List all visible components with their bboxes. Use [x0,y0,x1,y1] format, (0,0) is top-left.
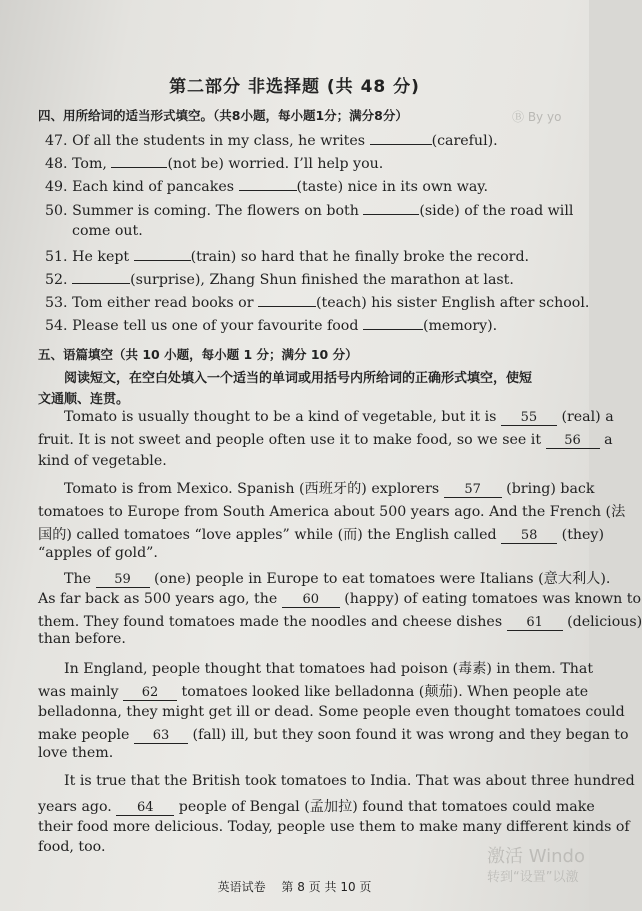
answer-blank[interactable] [72,269,130,284]
answer-blank[interactable] [370,130,432,145]
item-53: 53. Tom either read books or (teach) his sister English after school. [45,292,589,311]
item-49: 49. Each kind of pancakes (taste) nice in its own way. [45,176,488,195]
section-5-instruction-continued: 文通顺、连贯。 [38,392,130,407]
answer-blank[interactable] [363,200,419,215]
passage-line: food, too. [38,839,106,855]
item-47: 47. Of all the students in my class, he writes (careful). [45,130,498,149]
footer-page-number: 第 8 页 共 10 页 [281,880,372,894]
passage-line: than before. [38,631,126,647]
passage-line: belladonna, they might get ill or dead. Some people even thought tomatoes could [38,704,625,720]
passage-line: “apples of gold”. [38,545,158,561]
answer-blank-56[interactable]: 56 [546,434,600,449]
footer-subject: 英语试卷 [217,880,266,894]
answer-blank-57[interactable]: 57 [444,483,502,498]
passage-line: was mainly 62 tomatoes looked like belladonna (颠茄). When people ate [38,684,589,700]
section-5-instruction: 阅读短文，在空白处填入一个适当的单词或用括号内所给词的正确形式填空，使短 [64,371,533,386]
passage-line: As far back as 500 years ago, the 60 (happy) of eating tomatoes was known to [38,591,642,607]
answer-blank-61[interactable]: 61 [507,616,563,631]
answer-blank-63[interactable]: 63 [134,729,188,744]
bleed-through-text: Ⓑ By yo [512,110,562,124]
answer-blank-55[interactable]: 55 [501,411,557,426]
passage-line: make people 63 (fall) ill, but they soon found it was wrong and they began to [38,727,629,743]
passage-line: fruit. It is not sweet and people often use it to make food, so we see it 56 a [38,432,613,448]
answer-blank-62[interactable]: 62 [123,686,177,701]
activation-watermark-hint: 转到“设置”以激 [487,870,579,885]
item-50-continued: come out. [72,223,143,239]
item-50: 50. Summer is coming. The flowers on both (side) of the road will [45,200,573,219]
section-4-header: 四、用所给词的适当形式填空。（共8小题，每小题1分；满分8分） [38,108,408,123]
section-5-header: 五、语篇填空（共 10 小题，每小题 1 分；满分 10 分） [38,347,358,362]
passage-line: years ago. 64 people of Bengal (孟加拉) found that tomatoes could make [38,799,595,815]
item-51: 51. He kept (train) so hard that he finally broke the record. [45,246,529,265]
answer-blank[interactable] [111,153,167,168]
passage-line: Tomato is from Mexico. Spanish (西班牙的) explorers 57 (bring) back [64,481,595,497]
passage-line: kind of vegetable. [38,453,167,469]
passage-line: them. They found tomatoes made the noodles and cheese dishes 61 (delicious) [38,614,642,630]
answer-blank[interactable] [363,315,423,330]
item-54: 54. Please tell us one of your favourite food (memory). [45,315,497,334]
passage-line: In England, people thought that tomatoes had poison (毒素) in them. That [64,661,594,677]
passage-line: their food more delicious. Today, people use them to make many different kinds of [38,819,630,835]
answer-blank-64[interactable]: 64 [116,801,174,816]
answer-blank-58[interactable]: 58 [501,529,557,544]
activation-watermark: 激活 Windo [487,846,585,867]
answer-blank[interactable] [239,176,297,191]
answer-blank-60[interactable]: 60 [282,593,340,608]
passage-line: The 59 (one) people in Europe to eat tomatoes were Italians (意大利人). [64,571,611,587]
passage-line: 国的) called tomatoes “love apples” while (而) the English called 58 (they) [38,527,604,543]
page-title: 第二部分 非选择题 (共 48 分) [169,77,420,97]
passage-line: It is true that the British took tomatoes to India. That was about three hundred [64,773,635,789]
passage-line: Tomato is usually thought to be a kind of vegetable, but it is 55 (real) a [64,409,614,425]
answer-blank[interactable] [258,292,316,307]
item-48: 48. Tom, (not be) worried. I’ll help you. [45,153,383,172]
item-52: 52. (surprise), Zhang Shun finished the marathon at last. [45,269,514,288]
answer-blank[interactable] [134,246,191,261]
answer-blank-59[interactable]: 59 [96,573,150,588]
passage-line: love them. [38,745,114,761]
passage-line: tomatoes to Europe from South America about 500 years ago. And the French (法 [38,504,626,520]
